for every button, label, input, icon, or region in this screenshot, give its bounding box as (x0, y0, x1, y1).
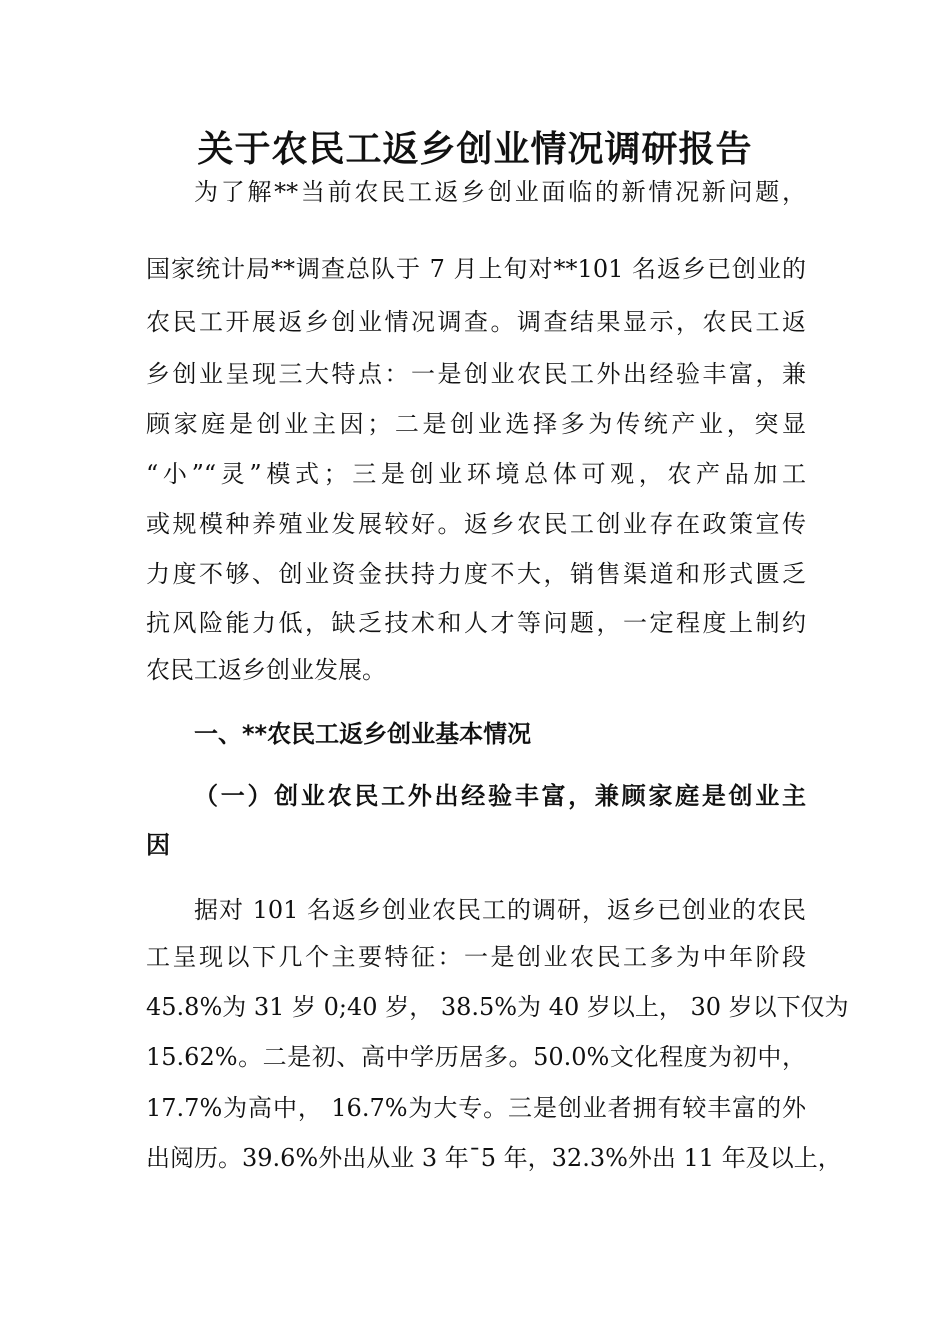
section-heading: 一、**农民工返乡创业基本情况 (194, 720, 532, 748)
body-line-2: 工呈现以下几个主要特征：一是创业农民工多为中年阶段 (146, 943, 806, 971)
body-line-4: 15.62%。二是初、高中学历居多。50.0%文化程度为初中， (146, 1043, 806, 1071)
intro-line-3: 农民工开展返乡创业情况调查。调查结果显示，农民工返 (146, 308, 806, 336)
intro-line-9: 抗风险能力低，缺乏技术和人才等问题，一定程度上制约 (146, 609, 806, 637)
body-line-5: 17.7%为高中， 16.7%为大专。三是创业者拥有较丰富的外 (146, 1094, 806, 1122)
intro-line-4: 乡创业呈现三大特点：一是创业农民工外出经验丰富，兼 (146, 360, 806, 388)
document-title: 关于农民工返乡创业情况调研报告 (197, 128, 753, 170)
body-line-1: 据对 101 名返乡创业农民工的调研，返乡已创业的农民 (194, 896, 806, 924)
intro-line-8: 力度不够、创业资金扶持力度不大，销售渠道和形式匮乏 (146, 560, 806, 588)
intro-line-1: 为了解**当前农民工返乡创业面临的新情况新问题， (194, 178, 806, 206)
subsection-heading-line-1: （一）创业农民工外出经验丰富，兼顾家庭是创业主 (194, 782, 806, 810)
intro-line-5: 顾家庭是创业主因；二是创业选择多为传统产业，突显 (146, 410, 806, 438)
intro-line-6: “小”“灵”模式；三是创业环境总体可观，农产品加工 (146, 460, 806, 488)
intro-line-10: 农民工返乡创业发展。 (146, 656, 386, 684)
subsection-heading-line-2: 因 (146, 831, 170, 859)
body-line-3: 45.8%为 31 岁 0;40 岁， 38.5%为 40 岁以上， 30 岁以下仅为 (146, 993, 849, 1021)
intro-line-7: 或规模种养殖业发展较好。返乡农民工创业存在政策宣传 (146, 510, 806, 538)
body-line-6: 出阅历。39.6%外出从业 3 年¯5 年，32.3%外出 11 年及以上， (146, 1144, 842, 1172)
intro-line-2: 国家统计局**调查总队于 7 月上旬对**101 名返乡已创业的 (146, 255, 806, 283)
